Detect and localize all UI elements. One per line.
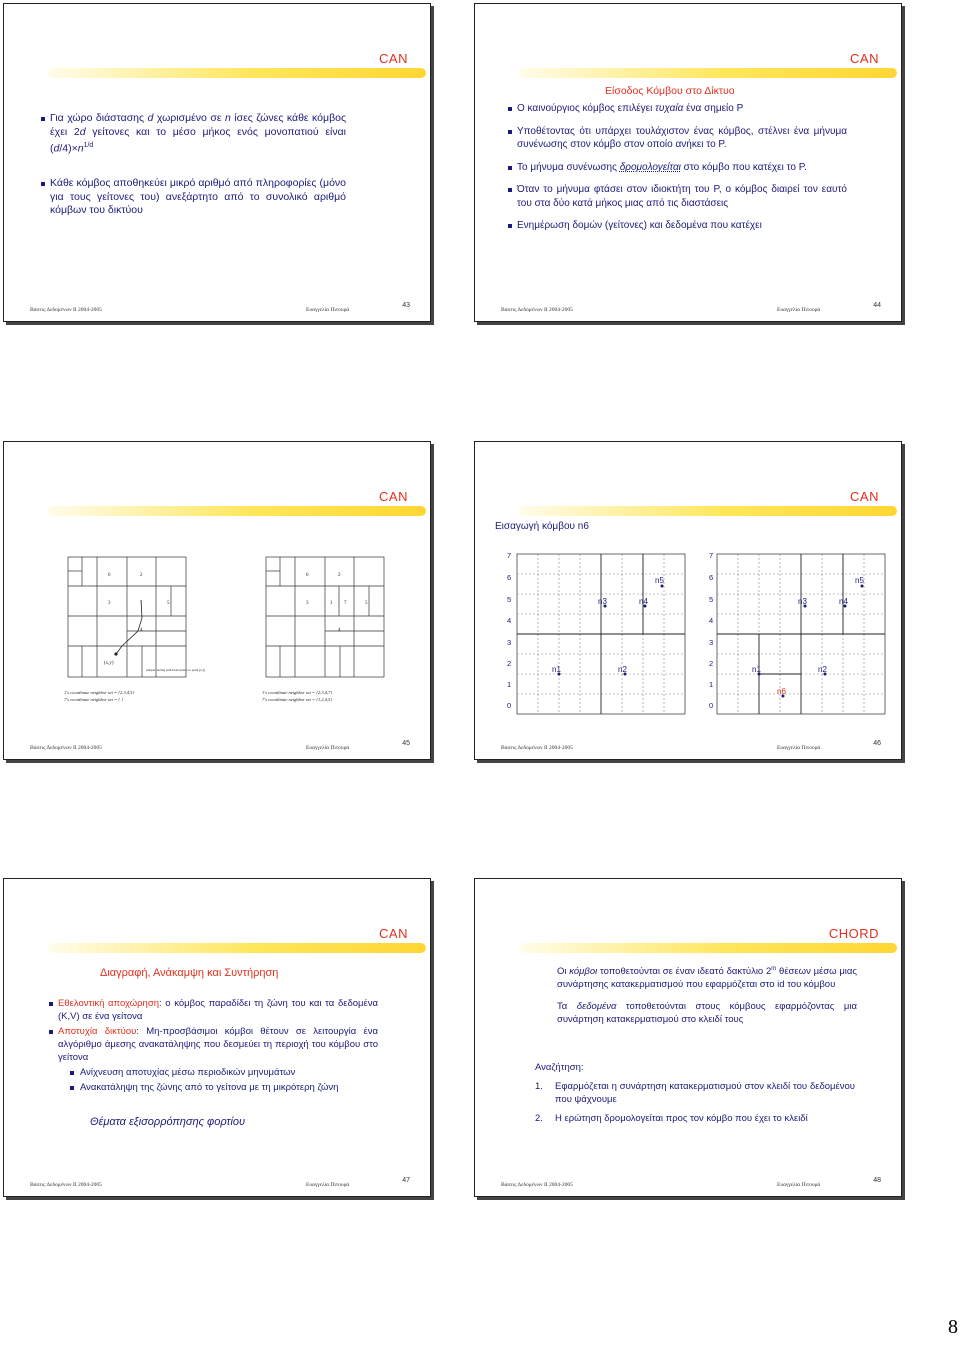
can-routing-diagram-left — [64, 556, 206, 706]
slide-46 — [474, 441, 902, 760]
node-n2: n2 — [818, 665, 827, 674]
svg-text:3: 3 — [709, 638, 714, 647]
slide-number: 47 — [402, 1177, 410, 1184]
svg-text:1: 1 — [507, 680, 512, 689]
svg-text:5: 5 — [507, 595, 512, 604]
slide-title: Διαγραφή, Ανάκαμψη και Συντήρηση — [100, 967, 279, 979]
svg-text:6: 6 — [709, 573, 714, 582]
slide-body — [507, 102, 847, 233]
slide-number: 43 — [402, 302, 410, 309]
cell-label: 7 — [344, 601, 347, 606]
point-label: (x,y) — [104, 661, 114, 666]
slide-number: 46 — [873, 740, 881, 747]
grid-before-insert — [517, 554, 685, 714]
title-highlight-bar — [48, 68, 426, 78]
svg-text:7: 7 — [507, 551, 512, 560]
neighbor-set-7: 7's coordinate neighbor set = { } — [64, 697, 123, 702]
slide-body — [40, 112, 346, 218]
node-n4: n4 — [639, 597, 648, 606]
can-routing-diagram-right — [262, 556, 392, 706]
svg-text:4: 4 — [507, 616, 512, 625]
neighbor-set-7: 7's coordinate neighbor set = {1,2,4,5} — [262, 697, 333, 702]
slide-title: Είσοδος Κόμβου στο Δίκτυο — [605, 85, 735, 97]
bullet-1: Ο καινούργιος κόμβος επιλέγει τυχαία ένα σημείο P — [507, 102, 847, 116]
title-highlight-bar — [519, 943, 897, 953]
paragraph-data: Τα δεδομένα τοποθετούνται στους κόμβους εφαρμόζοντας μια συνάρτηση κατακερματισμού στο κλειδί τους — [557, 1001, 857, 1026]
slide-tag: CAN — [379, 926, 408, 941]
bullet-2: Υποθέτοντας ότι υπάρχει τουλάχιστον ένας κόμβος, στέλνει ένα μήνυμα συνένωσης στον κόμβο στον οποίο ανήκει το P. — [507, 125, 847, 152]
svg-text:2: 2 — [709, 659, 714, 668]
node-n6: n6 — [777, 687, 786, 696]
bullet-network-failure: Αποτυχία δικτύου: Μη-προσβάσιμοι κόμβοι θέτουν σε λειτουργία ένα αλγόριθμο άμεσης ανακατάληψης που δεσμεύει τη περιοχή του κόμβου στο γείτονα — [48, 1025, 378, 1064]
title-highlight-bar — [519, 68, 897, 78]
cell-label: 5 — [167, 601, 170, 606]
slide-footer: Βάσεις Δεδομένων ΙΙ 2004-2005 Ευαγγελία Πιτουρά 48 — [501, 1177, 881, 1188]
cell-label: 1 — [330, 601, 333, 606]
search-steps — [535, 1080, 855, 1125]
sub-bullet-1: Ανίχνευση αποτυχίας μέσω περιοδικών μηνυμάτων — [48, 1066, 378, 1079]
cell-label: 1 — [140, 601, 143, 606]
bullet-4: Όταν το μήνυμα φτάσει στον ιδιοκτήτη του P, ο κόμβος διαιρεί τον εαυτό του στα δύο κατά μήκος μιας από τις διαστάσεις — [507, 183, 847, 210]
bullet-5: Ενημέρωση δομών (γείτονες) και δεδομένα που κατέχει — [507, 219, 847, 233]
title-highlight-bar — [48, 943, 426, 953]
can-insert-grids — [485, 551, 895, 722]
sub-bullet-2: Ανακατάληψη της ζώνης από το γείτονα με τη μικρότερη ζώνη — [48, 1081, 378, 1094]
bullet-3: Το μήνυμα συνένωσης δρομολογείται στο κόμβο που κατέχει το P. — [507, 161, 847, 175]
y-axis-left — [507, 551, 511, 710]
search-heading: Αναζήτηση: — [535, 1062, 584, 1073]
y-axis-right — [709, 551, 713, 710]
cell-label: 3 — [108, 601, 111, 606]
slide-footer: Βάσεις Δεδομένων ΙΙ 2004-2005 Ευαγγελία Πιτουρά 47 — [30, 1177, 410, 1188]
cell-label: 6 — [108, 573, 111, 578]
slide-tag: CAN — [379, 51, 408, 66]
page-number: 8 — [948, 1316, 958, 1338]
slide-body — [48, 997, 378, 1094]
load-balancing-note: Θέματα εξισορρόπησης φορτίου — [90, 1116, 246, 1128]
svg-text:0: 0 — [709, 701, 714, 710]
slide-footer: Βάσεις Δεδομένων ΙΙ 2004-2005 Ευαγγελία Πιτουρά 46 — [501, 740, 881, 751]
title-highlight-bar — [519, 506, 897, 516]
slide-tag: CHORD — [828, 926, 879, 941]
bullet-voluntary-leave: Εθελοντική αποχώρηση: ο κόμβος παραδίδει τη ζώνη του και τα δεδομένα (K,V) σε ένα γείτονα — [48, 997, 378, 1023]
slide-48 — [474, 878, 902, 1197]
svg-text:1: 1 — [709, 680, 714, 689]
slide-body — [557, 963, 857, 1026]
svg-text:3: 3 — [507, 638, 512, 647]
slide-number: 45 — [402, 740, 410, 747]
slide-number: 44 — [873, 302, 881, 309]
neighbor-set-1: 1's coordinate neighbor set = {2,3,4,5} — [64, 690, 135, 695]
grid-after-insert — [717, 554, 885, 714]
slide-number: 48 — [873, 1177, 881, 1184]
cell-label: 2 — [140, 573, 143, 578]
slide-43 — [3, 3, 431, 322]
cell-label: 6 — [306, 573, 309, 578]
cell-label: 3 — [306, 601, 309, 606]
slide-footer: Βάσεις Δεδομένων ΙΙ 2004-2005 Ευαγγελία Πιτουρά 45 — [30, 740, 410, 751]
step-2: 2. Η ερώτηση δρομολογείται προς τον κόμβο που έχει το κλειδί — [535, 1113, 808, 1124]
neighbor-set-1: 1's coordinate neighbor set = {2,3,4,7} — [262, 690, 333, 695]
svg-text:2: 2 — [507, 659, 512, 668]
node-n2: n2 — [618, 665, 627, 674]
slide-tag: CAN — [850, 489, 879, 504]
slide-47 — [3, 878, 431, 1197]
node-n5: n5 — [655, 576, 664, 585]
slide-tag: CAN — [850, 51, 879, 66]
svg-text:5: 5 — [709, 595, 714, 604]
cell-label: 5 — [365, 601, 368, 606]
node-n1: n1 — [752, 665, 761, 674]
step-1: 1. Εφαρμόζεται η συνάρτηση κατακερματισμού στον κλειδί του δεδομένου που ψάχνουμε — [535, 1081, 855, 1105]
svg-text:7: 7 — [709, 551, 714, 560]
bullet-dimensions: Για χώρο διάστασης d χωρισμένο σε n ίσες ζώνες κάθε κόμβος έχει 2d γείτονες και το μέσο μήκος ενός μονοπατιού είναι $(d/4)\times n^{1/d}$ — [40, 112, 346, 156]
svg-text:4: 4 — [709, 616, 714, 625]
slide-title: Εισαγωγή κόμβου n6 — [495, 521, 589, 532]
slide-45 — [3, 441, 431, 760]
slide-44 — [474, 3, 902, 322]
svg-text:6: 6 — [507, 573, 512, 582]
node-n5: n5 — [855, 576, 864, 585]
slide-tag: CAN — [379, 489, 408, 504]
slide-footer: Βάσεις Δεδομένων ΙΙ 2004-2005 Ευαγγελία Πιτουρά 43 — [30, 302, 410, 313]
title-highlight-bar — [48, 506, 426, 516]
cell-label: 4 — [338, 628, 341, 633]
bullet-storage: Κάθε κόμβος αποθηκεύει μικρό αριθμό από πληροφορίες (μόνο για τους γείτονες του) ανεξάρτητο από το συνολικό αριθμό κόμβων του δικτύου — [40, 177, 346, 218]
node-n3: n3 — [598, 597, 607, 606]
routing-note: sample routing path from node 1 to point (x,y) — [146, 668, 206, 672]
node-n3: n3 — [798, 597, 807, 606]
paragraph-nodes: Οι κόμβοι τοποθετούνται σε έναν ιδεατό δακτύλιο 2$^m$ θέσεων μέσω μιας συνάρτησης κατακερματισμού που εφαρμόζεται στο id του κόμβου — [557, 966, 857, 991]
slide-footer: Βάσεις Δεδομένων ΙΙ 2004-2005 Ευαγγελία Πιτουρά 44 — [501, 302, 881, 313]
cell-label: 4 — [140, 628, 143, 633]
cell-label: 2 — [338, 573, 341, 578]
svg-text:0: 0 — [507, 701, 512, 710]
node-n4: n4 — [839, 597, 848, 606]
node-n1: n1 — [552, 665, 561, 674]
